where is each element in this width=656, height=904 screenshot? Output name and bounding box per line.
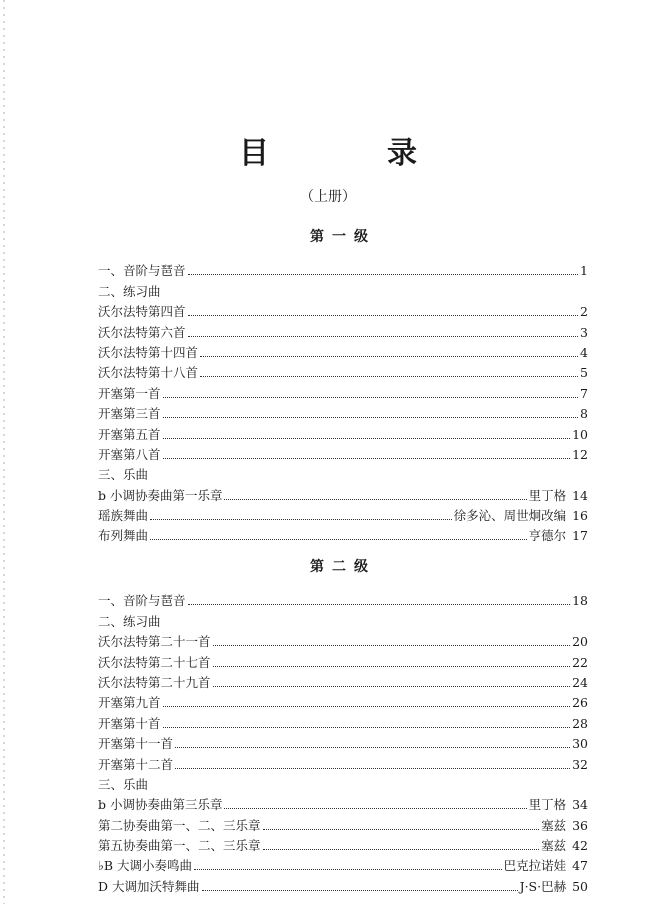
toc-entry — [98, 360, 588, 380]
toc-entry-page: 42 — [572, 838, 588, 854]
toc-entry-title: ♭B 大调小奏鸣曲 — [98, 858, 193, 874]
toc-entry-page: 10 — [572, 426, 588, 442]
toc-entry-title: 开塞第十二首 — [98, 756, 174, 772]
dot-leader — [194, 869, 502, 870]
toc-entry-page: 30 — [572, 736, 588, 752]
toc-entry-title: 沃尔法特第六首 — [98, 324, 186, 340]
toc-entry-page: 2 — [580, 304, 588, 320]
dot-leader — [213, 666, 571, 667]
toc-entry — [98, 258, 588, 278]
dot-leader — [175, 747, 570, 748]
toc-entry-page: 16 — [572, 508, 588, 524]
dot-leader — [163, 438, 571, 439]
toc-entry-page: 1 — [580, 263, 588, 279]
dot-leader — [213, 686, 571, 687]
toc-entry-composer: 里丁格 — [528, 487, 567, 503]
toc-entry-title: 第二协奏曲第一、二、三乐章 — [98, 817, 261, 833]
dot-leader — [200, 356, 578, 357]
toc-entry-title: 开塞第三首 — [98, 406, 161, 422]
toc-entry — [98, 690, 588, 710]
toc-entry-title: 沃尔法特第十四首 — [98, 344, 199, 360]
toc-entry — [98, 629, 588, 649]
toc-entry — [98, 503, 588, 523]
toc-entry — [98, 833, 588, 853]
toc-entry — [98, 792, 588, 812]
toc-entry-title: 沃尔法特第二十九首 — [98, 674, 211, 690]
toc-entry-title: 开塞第九首 — [98, 695, 161, 711]
dot-leader — [175, 768, 570, 769]
toc-entry — [98, 340, 588, 360]
toc-entry-page: 12 — [572, 446, 588, 462]
dot-leader — [200, 376, 578, 377]
level-2-toc — [98, 588, 588, 894]
dot-leader — [150, 539, 527, 540]
toc-entry-page: 24 — [572, 674, 588, 690]
toc-entry-title: 第五协奏曲第一、二、三乐章 — [98, 838, 261, 854]
dot-leader — [188, 274, 578, 275]
toc-entry — [98, 319, 588, 339]
toc-entry — [98, 462, 588, 482]
toc-entry-composer: J·S·巴赫 — [519, 878, 567, 894]
toc-entry-composer: 里丁格 — [528, 797, 567, 813]
toc-entry — [98, 523, 588, 543]
toc-entry-page: 28 — [572, 715, 588, 731]
toc-entry — [98, 442, 588, 462]
toc-entry-page: 14 — [572, 487, 588, 503]
toc-entry — [98, 278, 588, 298]
toc-entry — [98, 299, 588, 319]
toc-entry-page: 20 — [572, 634, 588, 650]
toc-entry — [98, 401, 588, 421]
dot-leader — [188, 604, 571, 605]
toc-entry-page: 17 — [572, 528, 588, 544]
dot-leader — [263, 829, 540, 830]
toc-entry — [98, 772, 588, 792]
toc-entry — [98, 873, 588, 893]
toc-entry-title: 开塞第十一首 — [98, 736, 174, 752]
toc-entry-title: 沃尔法特第四首 — [98, 304, 186, 320]
toc-entry-title: D 大调加沃特舞曲 — [98, 878, 200, 894]
toc-entry — [98, 608, 588, 628]
toc-entry-page: 50 — [572, 878, 588, 894]
toc-entry-title: 三、乐曲 — [98, 776, 149, 792]
dot-leader — [188, 336, 578, 337]
toc-entry — [98, 853, 588, 873]
toc-entry-page: 18 — [572, 593, 588, 609]
toc-entry-title: 一、音阶与琶音 — [98, 593, 186, 609]
toc-entry-title: 沃尔法特第二十一首 — [98, 634, 211, 650]
toc-entry-page: 22 — [572, 654, 588, 670]
toc-entry-page: 5 — [580, 365, 588, 381]
dot-leader — [263, 849, 540, 850]
toc-entry-page: 32 — [572, 756, 588, 772]
toc-entry — [98, 380, 588, 400]
volume-subtitle: （上册） — [300, 189, 356, 205]
toc-entry-title: 开塞第五首 — [98, 426, 161, 442]
toc-entry-composer: 巴克拉诺娃 — [503, 858, 567, 874]
toc-entry-composer: 亨德尔 — [528, 528, 567, 544]
toc-entry-page: 26 — [572, 695, 588, 711]
dot-leader — [150, 519, 452, 520]
toc-entry-page: 47 — [572, 858, 588, 874]
toc-entry-title: 二、练习曲 — [98, 283, 161, 299]
dot-leader — [213, 645, 571, 646]
toc-entry-page: 4 — [580, 344, 588, 360]
toc-entry — [98, 649, 588, 669]
toc-entry-title: 一、音阶与琶音 — [98, 263, 186, 279]
toc-entry-page: 7 — [580, 385, 588, 401]
toc-entry — [98, 812, 588, 832]
toc-entry-composer: 徐多沁、周世炯改编 — [453, 508, 567, 524]
toc-entry-composer: 塞兹 — [541, 838, 567, 854]
dot-leader — [163, 727, 571, 728]
toc-entry-page: 3 — [580, 324, 588, 340]
level-2-heading: 第二级 — [310, 559, 376, 575]
toc-entry-composer: 塞兹 — [541, 817, 567, 833]
toc-entry-page: 8 — [580, 406, 588, 422]
toc-entry-title: 二、练习曲 — [98, 613, 161, 629]
toc-entry — [98, 670, 588, 690]
toc-entry-title: 沃尔法特第十八首 — [98, 365, 199, 381]
level-1-toc — [98, 258, 588, 543]
toc-entry-page: 34 — [572, 797, 588, 813]
toc-entry-title: 瑶族舞曲 — [98, 508, 149, 524]
toc-entry — [98, 588, 588, 608]
dot-leader — [163, 397, 578, 398]
level-1-heading: 第一级 — [310, 229, 376, 245]
page-title: 目 录 — [239, 136, 461, 171]
dot-leader — [163, 458, 571, 459]
dot-leader — [163, 417, 578, 418]
toc-entry — [98, 731, 588, 751]
dot-leader — [163, 706, 571, 707]
dot-leader — [224, 808, 526, 809]
toc-entry — [98, 421, 588, 441]
toc-entry-title: 三、乐曲 — [98, 467, 149, 483]
toc-entry-title: 布列舞曲 — [98, 528, 149, 544]
dot-leader — [188, 315, 578, 316]
dot-leader — [202, 890, 518, 891]
dot-leader — [224, 499, 526, 500]
toc-entry-title: 开塞第一首 — [98, 385, 161, 401]
toc-entry — [98, 751, 588, 771]
toc-entry-title: 开塞第十首 — [98, 715, 161, 731]
toc-entry-page: 36 — [572, 817, 588, 833]
toc-entry — [98, 482, 588, 502]
toc-entry-title: 开塞第八首 — [98, 446, 161, 462]
toc-entry-title: 沃尔法特第二十七首 — [98, 654, 211, 670]
toc-entry-title: b 小调协奏曲第三乐章 — [98, 797, 223, 813]
toc-entry-title: b 小调协奏曲第一乐章 — [98, 487, 223, 503]
toc-entry — [98, 710, 588, 730]
